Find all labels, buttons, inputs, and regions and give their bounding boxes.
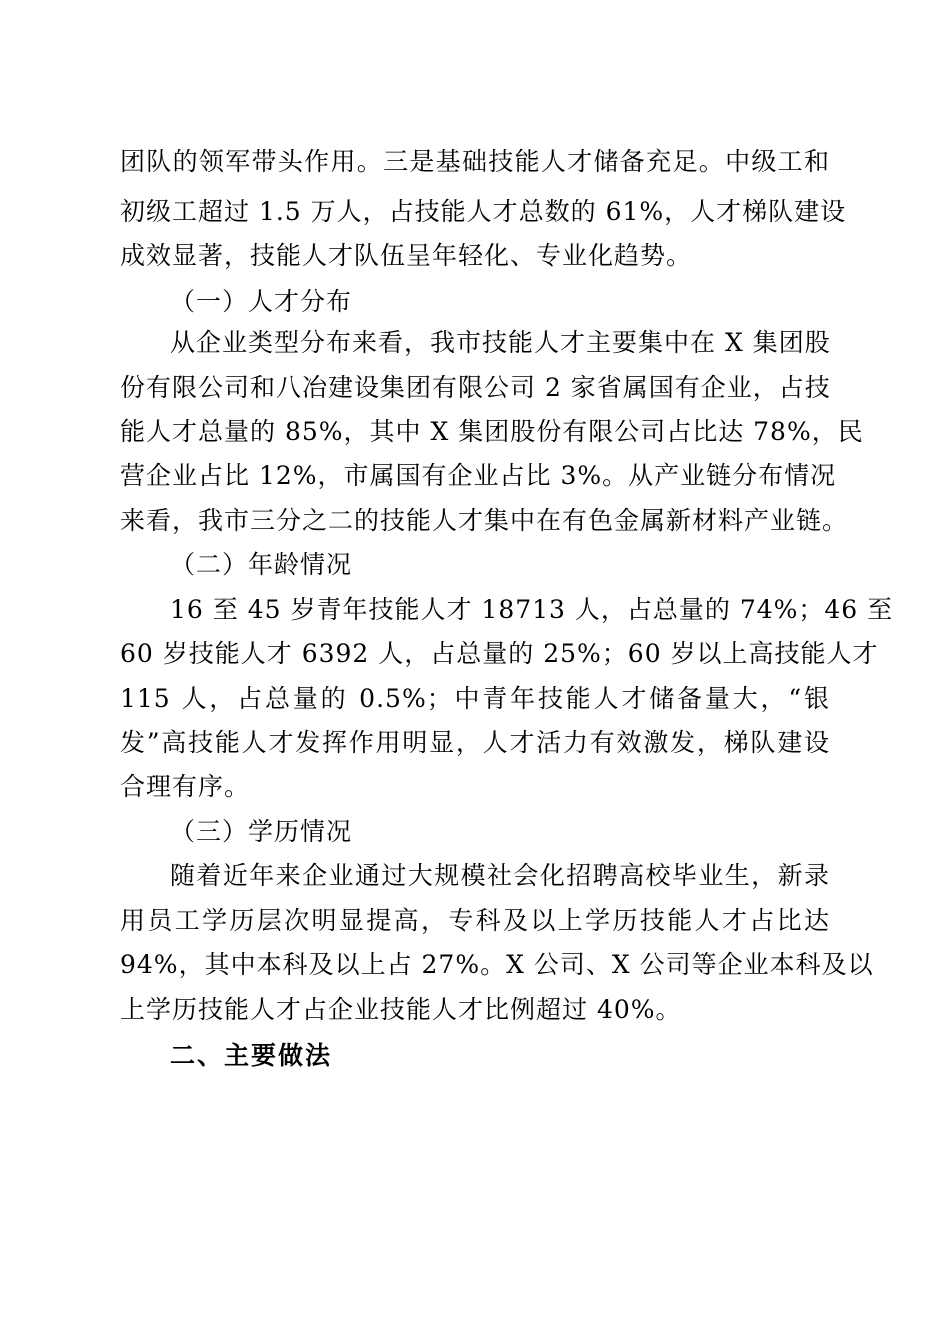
paragraph-line: 60 岁技能人才 6392 人，占总量的 25%；60 岁以上高技能人才 — [120, 639, 879, 668]
paragraph-line: 营企业占比 12%，市属国有企业占比 3%。从产业链分布情况 — [120, 461, 837, 490]
paragraph-line: 用员工学历层次明显提高，专科及以上学历技能人才占比达 — [120, 906, 830, 935]
paragraph-line: 发”高技能人才发挥作用明显，人才活力有效激发，梯队建设 — [120, 728, 830, 757]
section-heading-main-practices: 二、主要做法 — [170, 1041, 333, 1070]
paragraph-line: 成效显著，技能人才队伍呈年轻化、专业化趋势。 — [120, 241, 693, 270]
paragraph-line: 随着近年来企业通过大规模社会化招聘高校毕业生，新录 — [170, 861, 830, 890]
paragraph-line: 115 人，占总量的 0.5%；中青年技能人才储备量大，“银 — [120, 684, 830, 713]
paragraph-line: 份有限公司和八冶建设集团有限公司 2 家省属国有企业，占技 — [120, 373, 831, 402]
paragraph-line: 合理有序。 — [120, 772, 251, 801]
paragraph-line: 上学历技能人才占企业技能人才比例超过 40%。 — [120, 995, 682, 1024]
section-heading-distribution: （一）人才分布 — [170, 287, 353, 316]
section-heading-education: （三）学历情况 — [170, 817, 353, 846]
paragraph-line: 从企业类型分布来看，我市技能人才主要集中在 X 集团股 — [170, 328, 831, 357]
paragraph-line: 初级工超过 1.5 万人，占技能人才总数的 61%，人才梯队建设 — [120, 197, 847, 226]
section-heading-age: （二）年龄情况 — [170, 550, 353, 579]
paragraph-line: 16 至 45 岁青年技能人才 18713 人，占总量的 74%；46 至 — [170, 595, 894, 624]
paragraph-line: 来看，我市三分之二的技能人才集中在有色金属新材料产业链。 — [120, 506, 849, 535]
paragraph-line: 94%，其中本科及以上占 27%。X 公司、X 公司等企业本科及以 — [120, 950, 874, 979]
paragraph-line: 能人才总量的 85%，其中 X 集团股份有限公司占比达 78%，民 — [120, 417, 864, 446]
paragraph-line: 团队的领军带头作用。三是基础技能人才储备充足。中级工和 — [120, 147, 830, 176]
